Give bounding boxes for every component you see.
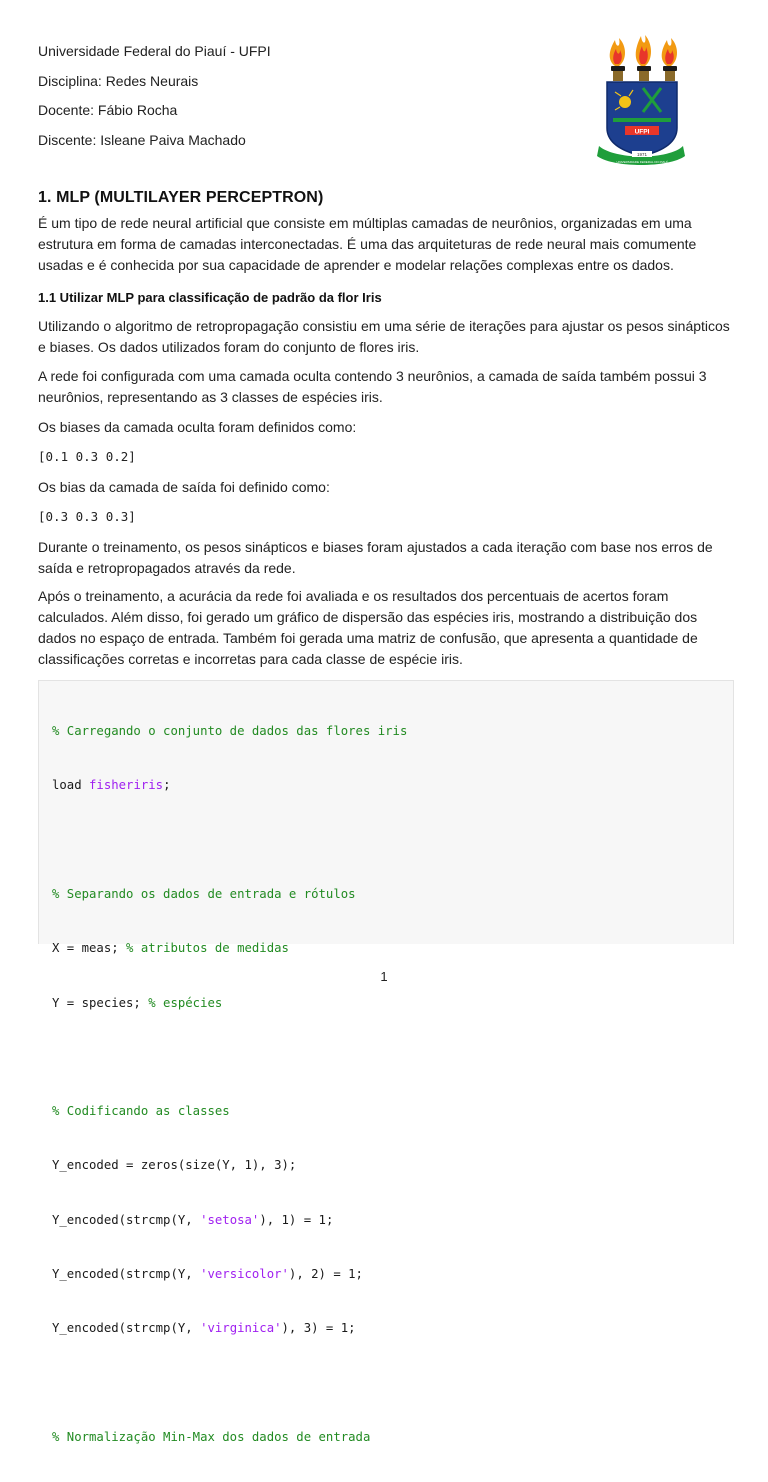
code-blank-line [52,1048,407,1066]
code-string: 'versicolor' [200,1267,289,1281]
ufpi-logo [585,30,697,168]
code-blank-line [52,831,407,849]
section-1-title: 1. MLP (MULTILAYER PERCEPTRON) [38,189,324,206]
paragraph-training: Durante o treinamento, os pesos sinápticos e biases foram ajustados a cada iteração com base nos erros de saída e retropropagados através da rede. [38,539,713,576]
logo-ribbon-text: UNIVERSIDADE FEDERAL DO PIAUÍ [616,160,668,164]
page-number: 1 [380,969,388,984]
code-text: Y_encoded = zeros(size(Y, 1), 3); [52,1158,297,1173]
teacher-line: Docente: Fábio Rocha [38,102,178,118]
code-text: Y = species; [52,995,149,1010]
code-line [52,1319,407,1337]
code-line [52,1211,407,1229]
code-comment: % Separando os dados de entrada e rótulos [52,887,356,902]
code-line [52,994,407,1012]
paragraph-output-bias: Os bias da camada de saída foi definido como: [38,479,330,495]
code-text: Y_encoded(strcmp(Y, [52,1212,201,1227]
document-header [38,37,271,155]
code-string: 'virginica' [200,1321,282,1336]
section-1-1-title: 1.1 Utilizar MLP para classificação de padrão da flor Iris [38,290,382,305]
code-comment: % atributos de medidas [126,941,289,956]
code-block [38,680,734,1444]
code-keyword-arg: fisheriris [89,778,164,793]
code-comment: % Carregando o conjunto de dados das flores iris [52,724,408,739]
code-line [52,722,407,740]
code-line [52,1428,407,1446]
paragraph-results: Após o treinamento, a acurácia da rede foi avaliada e os resultados dos percentuais de acertos foram calculados. Além disso, foi gerado um gráfico de dispersão das espécies iris, mostrando a distribuição dos dados no espaço de entrada. Também foi gerada uma matriz de confusão, que apresenta a quantidade de classificações corretas e incorretas para cada classe de espécie iris. [38,588,698,667]
code-line [52,1265,407,1283]
discipline-line: Disciplina: Redes Neurais [38,72,199,89]
code-text: Y_encoded(strcmp(Y, [52,1321,201,1336]
code-string: 'setosa' [200,1212,260,1227]
code-text: X = meas; [52,941,127,956]
code-comment: % espécies [148,995,223,1010]
logo-year: 1971 [636,152,648,157]
code-content [52,686,407,1482]
code-text: ), 1) = 1; [259,1212,334,1227]
code-text: ; [163,778,171,793]
paragraph-network-config: A rede foi configurada com uma camada oculta contendo 3 neurônios, a camada de saída também possui 3 neurônios, representando as 3 classes de espécies iris. [38,368,707,405]
code-line [52,939,407,957]
code-blank-line [52,1374,407,1392]
university-line: Universidade Federal do Piauí - UFPI [38,43,271,59]
paragraph-backprop: Utilizando o algoritmo de retropropagação consistiu em uma série de iterações para ajustar os pesos sinápticos e biases. Os dados utilizados foram do conjunto de flores iris. [38,318,730,355]
torch-flames [610,35,677,66]
code-text: ), 2) = 1; [288,1267,363,1281]
code-line [52,1102,407,1120]
code-comment: % Codificando as classes [52,1104,230,1119]
hidden-bias-values: [0.1 0.3 0.2] [38,449,136,464]
code-comment: % Normalização Min-Max dos dados de entrada [52,1429,371,1444]
logo-banner-text: UFPI [634,128,650,136]
section-1-intro: É um tipo de rede neural artificial que consiste em múltiplas camadas de neurônios, organizadas em uma estrutura em forma de camadas interconectadas. É uma das arquiteturas de rede neural mais comumente usadas e é conhecida por sua capacidade de aprender e modelar relações complexas entre os dados. [38,215,697,273]
code-line [52,1156,407,1174]
paragraph-hidden-bias: Os biases da camada oculta foram definidos como: [38,419,357,435]
code-line [52,776,407,794]
output-bias-values: [0.3 0.3 0.3] [38,509,136,524]
student-line: Discente: Isleane Paiva Machado [38,131,246,148]
torch-cups [611,66,677,81]
code-line [52,885,407,903]
code-text: load [52,778,90,793]
code-text: ), 3) = 1; [281,1321,356,1336]
code-text: Y_encoded(strcmp(Y, [52,1267,201,1281]
